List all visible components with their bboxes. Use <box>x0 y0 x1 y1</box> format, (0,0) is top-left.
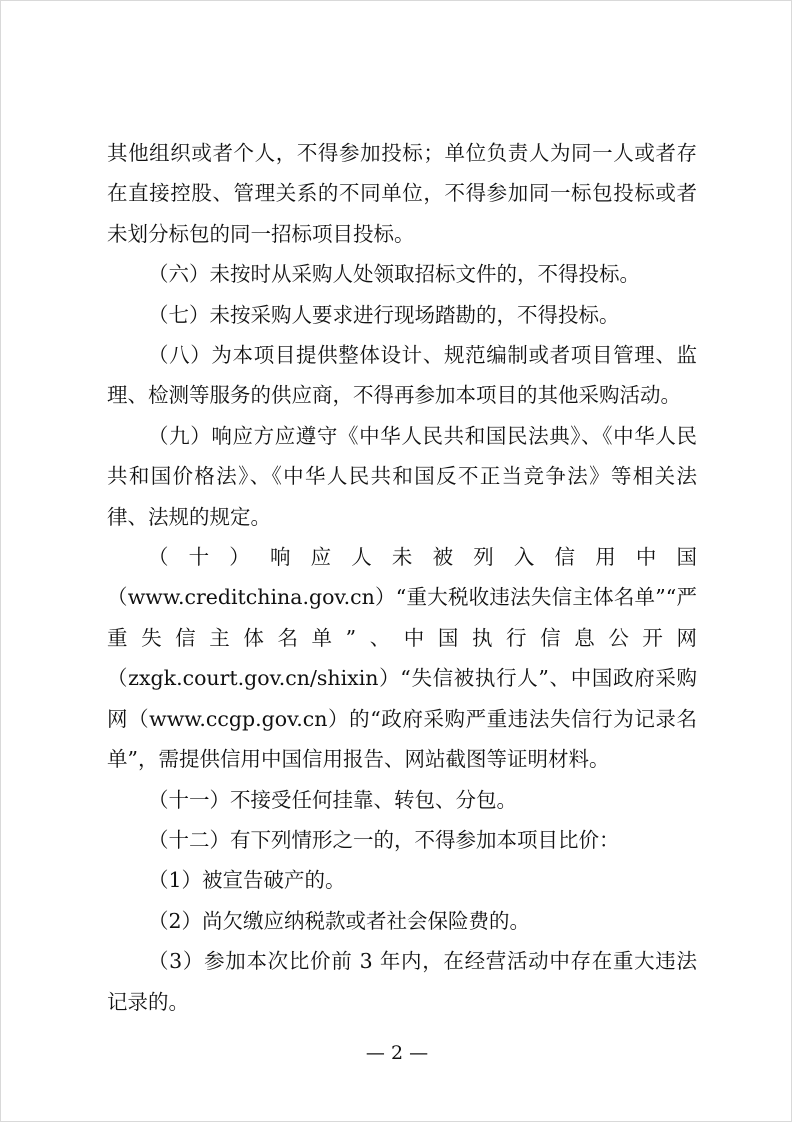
paragraph-item-7: （七）未按采购人要求进行现场踏勘的，不得投标。 <box>148 302 620 327</box>
paragraph-continuation: 其他组织或者个人，不得参加投标；单位负责人为同一人或者存在直接控股、管理关系的不同单位，不得参加同一标包投标或者未划分标包的同一招标项目投标。 <box>107 141 697 246</box>
paragraph-subitem-3: （3）参加本次比价前 3 年内，在经营活动中存在重大违法记录的。 <box>107 949 697 1014</box>
paragraph-item-11: （十一）不接受任何挂靠、转包、分包。 <box>148 787 517 812</box>
paragraph-item-12: （十二）有下列情形之一的，不得参加本项目比价： <box>148 827 620 852</box>
paragraph-subitem-2: （2）尚欠缴应纳税款或者社会保险费的。 <box>148 908 531 933</box>
paragraph-item-8: （八）为本项目提供整体设计、规范编制或者项目管理、监理、检测等服务的供应商，不得再参加本项目的其他采购活动。 <box>107 343 697 408</box>
paragraph-subitem-1: （1）被宣告破产的。 <box>148 868 346 893</box>
document-body <box>107 133 697 1022</box>
paragraph-item-9: （九）响应方应遵守《中华人民共和国民法典》、《中华人民共和国价格法》、《中华人民共和国反不正当竞争法》等相关法律、法规的规定。 <box>107 423 697 529</box>
page-number: — 2 — <box>365 1042 429 1064</box>
paragraph-item-6: （六）未按时从采购人处领取招标文件的，不得投标。 <box>148 262 640 287</box>
paragraph-item-10: （十）响应人未被列入信用中国（www.creditchina.gov.cn）“重大税收违法失信主体名单”“严重失信主体名单”、中国执行信息公开网（zxgk.court.gov.cn/shixin）“失信被执行人”、中国政府采购网（www.ccgp.gov.cn）的“政府采购严重违法失信行为记录名单”，需提供信用中国信用报告、网站截图等证明材料。 <box>107 545 697 772</box>
